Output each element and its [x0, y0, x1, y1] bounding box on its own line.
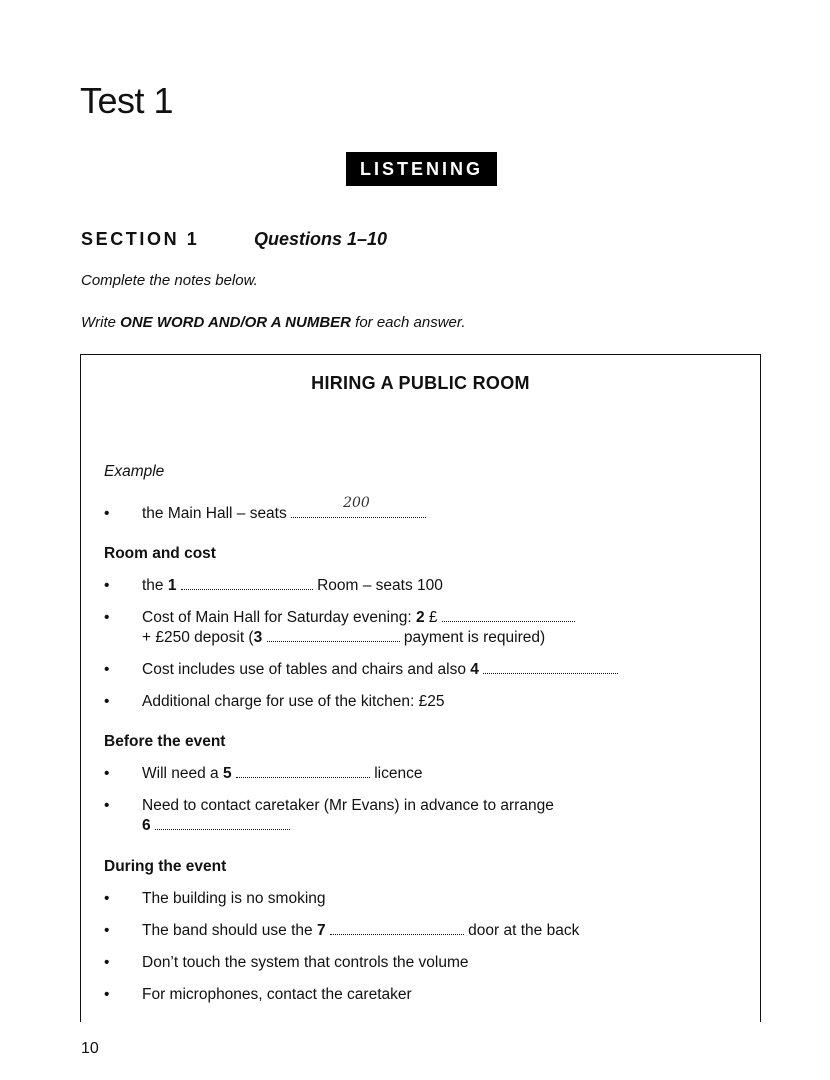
answer-blank-2[interactable]	[442, 609, 575, 622]
page-title: Test 1	[80, 80, 174, 121]
instruction-word-limit: Write ONE WORD AND/OR A NUMBER for each answer.	[81, 314, 466, 331]
before-event-heading: Before the event	[104, 733, 226, 750]
notes-title: HIRING A PUBLIC ROOM	[311, 373, 530, 393]
instruction-complete: Complete the notes below.	[81, 272, 258, 289]
example-answer: 200	[343, 495, 370, 511]
bullet: •	[104, 986, 110, 1003]
no-smoking-note: The building is no smoking	[142, 890, 326, 907]
page-number: 10	[81, 1040, 99, 1057]
example-label: Example	[104, 463, 165, 480]
example-line: the Main Hall – seats 200	[142, 505, 426, 523]
answer-blank-4[interactable]	[483, 661, 618, 674]
answer-blank-6[interactable]	[155, 817, 290, 830]
answer-blank-7[interactable]	[330, 922, 464, 935]
section-heading	[81, 229, 388, 250]
during-event-heading: During the event	[104, 858, 227, 875]
question-4: Cost includes use of tables and chairs and also 4	[142, 661, 618, 679]
question-1: the 1 Room – seats 100	[142, 577, 443, 594]
bullet: •	[104, 609, 110, 626]
bullet: •	[104, 577, 110, 594]
notes-box	[80, 354, 761, 1022]
listening-badge: LISTENING	[346, 152, 497, 186]
question-6-text: Need to contact caretaker (Mr Evans) in advance to arrange	[142, 797, 554, 814]
bullet: •	[104, 890, 110, 907]
microphones-note: For microphones, contact the caretaker	[142, 986, 412, 1003]
example-answer-blank	[291, 495, 426, 518]
bullet: •	[104, 505, 110, 522]
room-cost-heading: Room and cost	[104, 545, 216, 562]
answer-blank-5[interactable]	[236, 765, 370, 778]
bullet: •	[104, 693, 110, 710]
question-2: Cost of Main Hall for Saturday evening: 2 £	[142, 609, 575, 627]
kitchen-charge: Additional charge for use of the kitchen: £25	[142, 693, 445, 710]
question-7: The band should use the 7 door at the back	[142, 922, 580, 939]
question-3: + £250 deposit (3 payment is required)	[142, 629, 546, 646]
answer-blank-3[interactable]	[267, 629, 400, 642]
bullet: •	[104, 765, 110, 782]
bullet: •	[104, 954, 110, 971]
volume-note: Don’t touch the system that controls the volume	[142, 954, 469, 971]
question-5: Will need a 5 licence	[142, 765, 423, 782]
question-6: 6	[142, 817, 290, 835]
bullet: •	[104, 922, 110, 939]
questions-range: Questions 1–10	[254, 229, 388, 249]
section-label: SECTION 1	[81, 229, 200, 249]
bullet: •	[104, 797, 110, 814]
bullet: •	[104, 661, 110, 678]
answer-blank-1[interactable]	[181, 577, 313, 590]
